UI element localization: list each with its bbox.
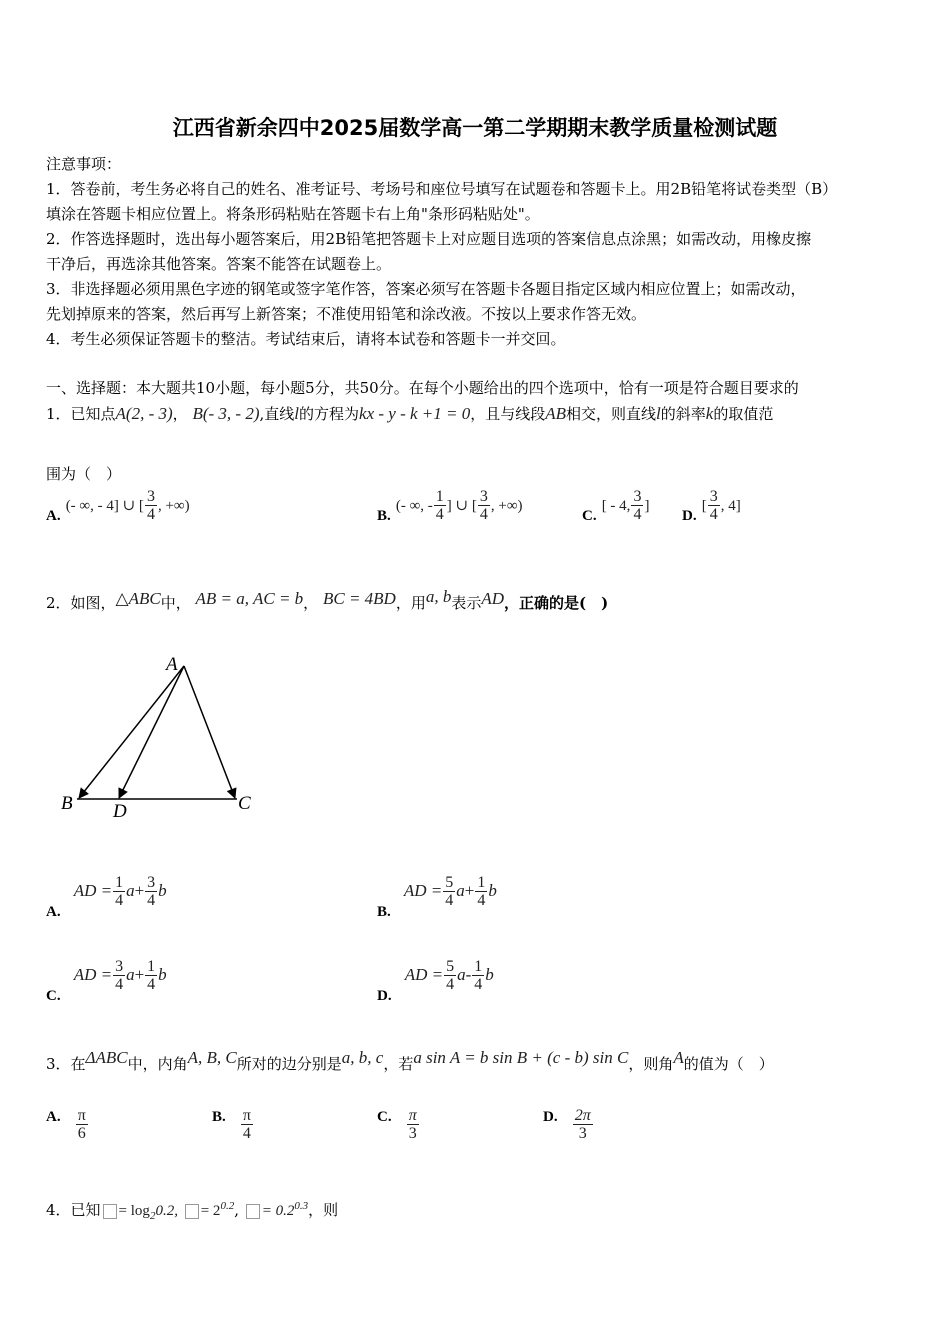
placeholder-box-icon: [246, 1204, 260, 1219]
q3-option-a[interactable]: A. $\frac{\pi}{6}$: [46, 1107, 86, 1142]
page-title: 江西省新余四中2025届数学高一第二学期期末教学质量检测试题: [172, 116, 778, 140]
triangle-figure: [55, 650, 265, 825]
q2-option-c[interactable]: C. AD = $\frac{3}{4}$ a+ $\frac{1}{4}$ b: [46, 958, 167, 1004]
q3-option-d[interactable]: D. $\frac{2\pi}{3}$: [543, 1107, 591, 1142]
label-c: C: [238, 793, 251, 814]
question-3: 3．在ΔABC中，内角A, B, C所对的边分别是a, b, c，若a sin A = b sin B + (c - b) sin C，则角A的值为（ ）: [46, 1048, 774, 1073]
question-2: 2．如图，△ABC中， AB = a, AC = b， BC = 4BD，用a, b表示AD，正确的是( ): [46, 587, 609, 612]
q1-point-b: B(- 3, - 2): [192, 404, 260, 423]
notes-line: 填涂在答题卡相应位置上。将条形码粘贴在答题卡右上角"条形码粘贴处"。: [46, 205, 540, 223]
vector-ab: [79, 666, 184, 798]
q1-option-c[interactable]: C. [ - 4, $\frac{3}{4}$ ]: [582, 488, 650, 524]
q3-option-c[interactable]: C. $\frac{\pi}{3}$: [377, 1107, 417, 1142]
q1-num: 1．已知点: [46, 405, 116, 423]
placeholder-box-icon: [185, 1204, 199, 1219]
q1-option-d[interactable]: D. [ $\frac{3}{4}$ , 4]: [682, 488, 741, 524]
vector-ad: [119, 666, 184, 798]
q3-option-b[interactable]: B. $\frac{\pi}{4}$: [212, 1107, 251, 1142]
notes-line: 1．答卷前，考生务必将自己的姓名、准考证号、考场号和座位号填写在试题卷和答题卡上。用2B铅笔将试卷类型（B）: [46, 180, 838, 198]
q1-option-b[interactable]: B. (- ∞, - $\frac{1}{4}$ ] ∪ [ $\frac{3}{4}$ , +∞): [377, 488, 523, 524]
q1-point-a: A(2, - 3): [115, 404, 173, 423]
q1-option-a[interactable]: A. (- ∞, - 4] ∪ [ $\frac{3}{4}$ , +∞): [46, 488, 190, 524]
question-4: 4．已知 = $\log_20.2$, = $2^{0.2}$, = $0.2^{0.3}$，则: [46, 1200, 339, 1222]
notes-line: 2．作答选择题时，选出每小题答案后，用2B铅笔把答题卡上对应题目选项的答案信息点涂黑；如需改动，用橡皮擦: [46, 230, 812, 248]
question-1: 1．已知点A(2, - 3)， B(- 3, - 2),直线l的方程为kx - y - k +1 = 0，且与线段AB相交，则直线l的斜率k的取值范: [46, 404, 774, 423]
label-d: D: [113, 801, 127, 822]
q1-continued: 围为（ ）: [46, 465, 122, 483]
notes-line: 干净后，再选涂其他答案。答案不能答在试题卷上。: [46, 255, 392, 273]
label-a: A: [166, 654, 178, 675]
placeholder-box-icon: [103, 1204, 117, 1219]
label-b: B: [61, 793, 73, 814]
q1-line-eq: kx - y - k +1 = 0: [359, 404, 471, 423]
notes-line: 先划掉原来的答案，然后再写上新答案；不准使用铅笔和涂改液。不按以上要求作答无效。: [46, 305, 647, 323]
q2-option-a[interactable]: A. AD = $\frac{1}{4}$ a+ $\frac{3}{4}$ b: [46, 874, 167, 920]
section-heading: 一、选择题：本大题共10小题，每小题5分，共50分。在每个小题给出的四个选项中，恰有一项是符合题目要求的: [46, 379, 799, 397]
vector-ac: [184, 666, 235, 798]
notes-line: 3．非选择题必须用黑色字迹的钢笔或签字笔作答，答案必须写在答题卡各题目指定区域内相应位置上；如需改动，: [46, 280, 806, 298]
q2-option-d[interactable]: D. AD = $\frac{5}{4}$ a- $\frac{1}{4}$ b: [377, 958, 494, 1004]
q2-option-b[interactable]: B. AD = $\frac{5}{4}$ a+ $\frac{1}{4}$ b: [377, 874, 497, 920]
notes-heading: 注意事项：: [46, 155, 122, 173]
notes-line: 4．考生必须保证答题卡的整洁。考试结束后，请将本试卷和答题卡一并交回。: [46, 330, 566, 348]
